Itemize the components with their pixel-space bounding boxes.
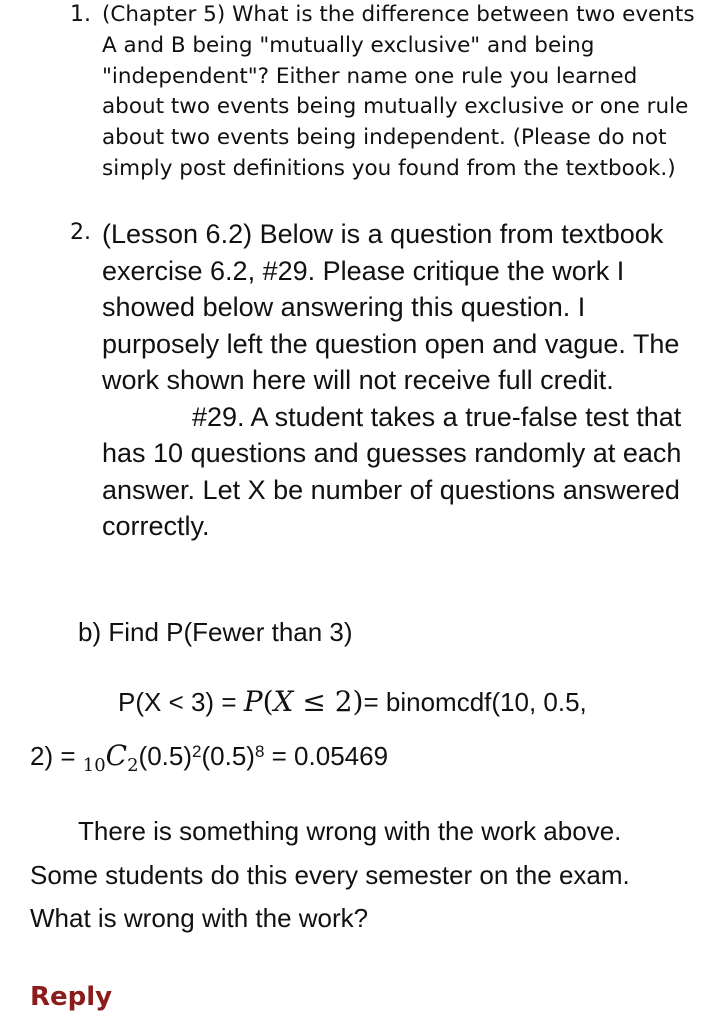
work-lhs: P(X < 3) =	[118, 687, 244, 717]
question-text-intro: (Lesson 6.2) Below is a question from textbook exercise 6.2, #29. Please critique the work I showed below answering this question. I purposely left the question open and vague. The work shown here will not receive full credit.	[102, 219, 680, 395]
math-open-paren: (	[262, 685, 274, 718]
part-b-heading: b) Find P(Fewer than 3)	[78, 617, 353, 647]
work-line2-start: 2) =	[30, 741, 83, 771]
question-number: 2.	[70, 220, 91, 245]
work-rhs: = binomcdf(10, 0.5,	[363, 687, 587, 717]
math-p: P	[243, 685, 263, 718]
question-text	[102, 216, 682, 545]
critique-prompt: There is something wrong with the work above. Some students do this every semester on the exam. What is wrong with the work?	[30, 816, 630, 933]
question-text: (Chapter 5) What is the difference between two events A and B being "mutually exclusive" and being "independent"? Either name one rule you learned about two events being mutually exclusive or one rule about two events being independent. (Please do not simply post definitions you found from the textbook.)	[102, 2, 695, 181]
question-number: 1.	[70, 2, 91, 27]
math-close-paren: )	[352, 685, 364, 718]
work-line-1	[118, 684, 587, 720]
work-line-2	[30, 738, 388, 778]
math-x: X	[273, 685, 294, 718]
term-1: (0.5)	[138, 741, 193, 771]
work-result: = 0.05469	[264, 741, 389, 771]
exponent-2: 8	[254, 742, 265, 761]
combination-c: C	[105, 739, 128, 772]
combination-k: 2	[127, 755, 139, 776]
question-text-exercise: #29. A student takes a true-false test that has 10 questions and guesses randomly at each answer. Let X be number of questions answered correctly.	[102, 401, 682, 541]
reply-link[interactable]: Reply	[30, 982, 113, 1012]
combination-n: 10	[82, 755, 106, 776]
term-2: (0.5)	[201, 741, 255, 771]
exponent-1: 2	[192, 742, 202, 761]
math-le-two: ≤ 2	[293, 685, 353, 718]
